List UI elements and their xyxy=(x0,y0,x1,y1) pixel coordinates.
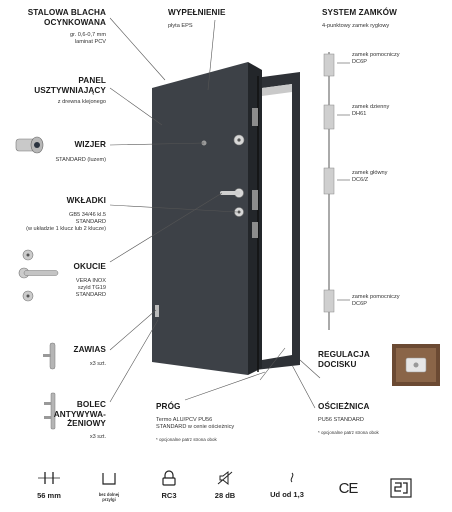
zawias-desc: x3 szt. xyxy=(89,360,106,367)
badge-thickness xyxy=(24,470,74,500)
lock-main xyxy=(324,168,334,194)
lock-day xyxy=(324,105,334,129)
badge-ud xyxy=(262,470,312,499)
label-okucie xyxy=(2,262,106,299)
okucie-desc-1: VERA INOX xyxy=(75,277,106,284)
prog-title: PRÓG xyxy=(156,402,181,411)
bolec-title-2: ANTYWYWA- xyxy=(53,409,106,419)
pressure-adjust-photo xyxy=(392,344,440,386)
lock-0-name: zamek pomocniczy xyxy=(352,52,400,58)
bolec-desc: x3 szt. xyxy=(89,433,106,440)
system-title: SYSTEM ZAMKÓW xyxy=(322,8,397,17)
lock-aux-top xyxy=(324,54,334,76)
bolec-title-1: BOLEC xyxy=(76,400,106,409)
label-panel xyxy=(2,76,106,106)
wkladki-desc-2: STANDARD xyxy=(75,218,106,225)
label-prog xyxy=(156,402,296,443)
panel-title-2: USZTYWNIAJĄCY xyxy=(34,85,106,95)
sound-icon xyxy=(200,470,250,486)
regulacja-title-1: REGULACJA xyxy=(318,350,370,359)
bolec-title-3: ŻENIOWY xyxy=(67,419,106,428)
label-oscieznica xyxy=(318,402,448,436)
lock-aux-bottom xyxy=(324,290,334,312)
label-bolec xyxy=(2,400,106,441)
badge-thickness-text: 56 mm xyxy=(37,491,61,500)
wizjer-title: WIZJER xyxy=(74,140,106,149)
wkladki-desc-1: GB5 34/46 kl.5 xyxy=(68,211,106,218)
prog-note: * opcjonalne patrz strona obok xyxy=(156,436,217,442)
system-desc: 4-punktowy zamek ryglowy xyxy=(322,22,390,29)
feature-badges xyxy=(0,470,452,510)
wkladki-desc-3: (w układzie 1 klucz lub 2 klucze) xyxy=(26,225,106,232)
okucie-desc-3: STANDARD xyxy=(75,291,106,298)
label-stalowa xyxy=(2,8,106,46)
standard-icon xyxy=(390,478,412,498)
padlock-icon xyxy=(144,470,194,486)
panel-title-1: PANEL xyxy=(78,76,106,85)
stalowa-title-1: STALOWA BLACHA xyxy=(27,8,106,17)
wypelnienie-desc: płyta EPS xyxy=(168,22,193,29)
badge-rc3 xyxy=(144,470,194,500)
stalowa-title-2: OCYNKOWANA xyxy=(44,17,106,27)
lock-label-1 xyxy=(352,104,450,118)
label-system xyxy=(322,8,450,30)
lock-label-2 xyxy=(352,170,450,184)
badge-sound xyxy=(200,470,250,500)
badge-rc3-text: RC3 xyxy=(161,491,177,500)
wizjer-desc: STANDARD (luzem) xyxy=(55,156,106,163)
label-wypelnienie xyxy=(168,8,278,30)
thickness-icon xyxy=(24,470,74,486)
stalowa-desc-1: gr. 0,6-0,7 mm xyxy=(69,32,106,38)
label-zawias xyxy=(2,345,106,368)
okucie-title: OKUCIE xyxy=(73,262,106,271)
door-leaf xyxy=(152,62,248,375)
lock-1-model: DH61 xyxy=(352,111,367,117)
lock-label-0 xyxy=(352,52,450,66)
lock-2-name: zamek główny xyxy=(352,170,388,176)
zawias-title: ZAWIAS xyxy=(73,345,106,354)
lock-label-3 xyxy=(352,294,450,308)
lock-3-model: DC6P xyxy=(352,301,367,307)
ud-icon xyxy=(262,470,312,486)
okucie-desc-2: szyld TG19 xyxy=(77,284,106,291)
badge-standard xyxy=(390,478,412,498)
badge-ce xyxy=(328,480,368,497)
lock-1-name: zamek dzienny xyxy=(352,104,390,110)
badge-sound-text: 28 dB xyxy=(214,491,236,500)
oscieznica-note: * opcjonalne patrz strona obok xyxy=(318,429,379,435)
wypelnienie-title: WYPEŁNIENIE xyxy=(168,8,226,17)
wkladki-title: WKŁADKI xyxy=(66,196,106,205)
prog-desc-1: Termo ALU/PCV PU56 xyxy=(156,416,213,423)
badge-ud-text: Ud od 1,3 xyxy=(270,490,304,499)
ce-icon: CE xyxy=(338,480,358,497)
regulacja-title-2: DOCISKU xyxy=(318,359,357,369)
lock-3-name: zamek pomocniczy xyxy=(352,294,400,300)
panel-desc: z drewna klejonego xyxy=(57,99,106,105)
oscieznica-desc: PU56 STANDARD xyxy=(318,416,364,423)
prog-desc-2: STANDARD w cenie ościeżnicy xyxy=(156,423,235,430)
lock-2-model: DC6/Z xyxy=(352,177,369,183)
badge-no-threshold-text: bez dolnej przylgi xyxy=(98,492,120,502)
oscieznica-title: OŚCIEŻNICA xyxy=(318,402,370,411)
label-wizjer xyxy=(2,140,106,164)
badge-no-threshold xyxy=(84,470,134,502)
label-wkladki xyxy=(2,196,106,233)
no-threshold-icon xyxy=(84,470,134,486)
stalowa-desc-2: laminat PCV xyxy=(74,39,106,45)
label-regulacja xyxy=(318,350,388,369)
lock-0-model: DC6P xyxy=(352,59,367,65)
